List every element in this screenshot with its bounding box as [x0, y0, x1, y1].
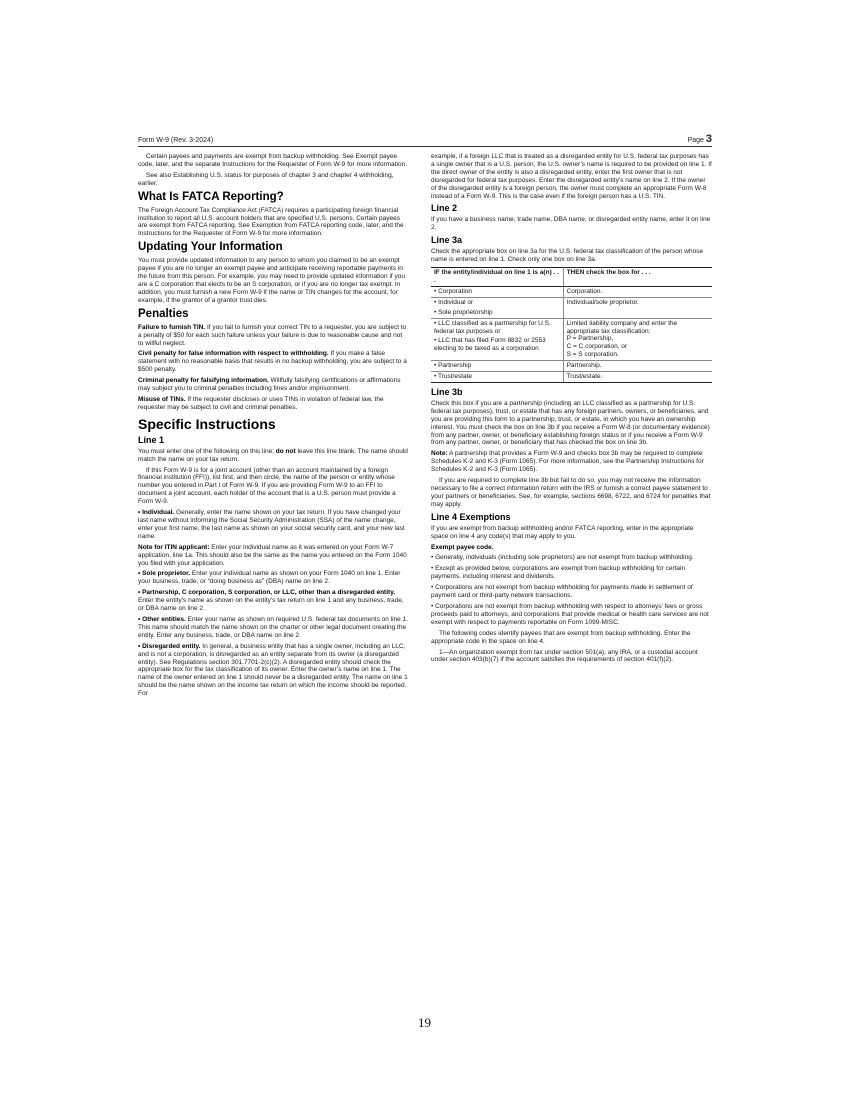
paragraph [138, 377, 408, 393]
page-label: Page [687, 137, 704, 144]
paragraph: If you are exempt from backup withholding and/or FATCA reporting, enter in the appropriate space on line 4 any code(s) that may apply to you. [431, 524, 694, 540]
paragraph: The Foreign Account Tax Compliance Act (FATCA) requires a participating foreign financial institution to report all U.S. account holders that are specified U.S. persons. Certain payees are exempt from FATCA reporting. See Exemption from FATCA reporting code, later, and the Instructions for the Requester of Form W-9 for more information. [138, 206, 404, 238]
paragraph [138, 448, 408, 464]
heading-updating: Updating Your Information [138, 241, 283, 254]
paragraph-text: Enter your individual name as shown on your Form 1040 on line 1. Enter your business, trade, or “doing business as” (DBA) name on line 2. [138, 570, 401, 586]
cell-line: • LLC classified as a partnership for U.S. federal tax purposes or [434, 319, 551, 335]
table-header-row [431, 268, 712, 287]
paragraph-text: Enter your individual name as it was entered on your Form W-7 application, line 1a. This should also be the same as the name you entered on the Form 1040 you filed with your application. [138, 543, 407, 567]
bullet-item: • Generally, individuals (including sole proprietors) are not exempt from backup withholding. [431, 554, 694, 562]
table-row [431, 372, 712, 383]
page-header [138, 133, 712, 147]
paragraph: Certain payees and payments are exempt from backup withholding. See Exempt payee code, later, and the separate Instructions for the Requester of Form W-9 for more information. [138, 153, 408, 168]
bold-lead: Civil penalty for false information with respect to withholding. [138, 350, 329, 358]
paragraph-text: You must enter one of the following on this line; [138, 447, 276, 455]
table-header-cell: THEN check the box for . . . [563, 268, 712, 287]
paragraph [431, 450, 712, 474]
table-cell: Trust/estate. [563, 372, 712, 383]
paragraph: You must provide updated information to any person to whom you claimed to be an exempt payee if you are no longer an exempt payee and anticipate receiving reportable payments in the future from this person. For example, you may need to provide updated information if you are a C corporation that elects to be an S corporation, or if you are no longer tax exempt. In addition, you must furnish a new Form W-9 if the name or TIN changes for the account, for example, if the grantor of a grantor trust dies. [138, 257, 406, 304]
table-cell: Partnership. [563, 361, 712, 372]
bold-emphasis: do not [275, 447, 296, 455]
cell-line: • Individual or [434, 298, 474, 306]
paragraph [138, 350, 408, 374]
paragraph-text: A partnership that provides a Form W-9 and checks box 3b may be required to complete Schedules K-2 and K-3 (Form 1065). For more information, see the Partnership Instructions for Schedules K-2 and K-3 (Form 1065). [431, 450, 704, 474]
bold-lead: Misuse of TINs. [138, 395, 186, 403]
paragraph [138, 589, 408, 613]
heading-specific-instructions: Specific Instructions [138, 415, 276, 432]
paragraph-text: Enter your name as shown on required U.S. federal tax documents on line 1. This name should match the name shown on the charter or other legal document creating the entity. Enter any business, trade, or DBA name on line 2. [138, 615, 409, 639]
bold-lead: • Sole proprietor. [138, 570, 191, 578]
paragraph [138, 509, 408, 541]
paragraph: If you have a business name, trade name, DBA name, or disregarded entity name, enter it on line 2. [431, 216, 711, 232]
paragraph: If this Form W-9 is for a joint account (other than an account maintained by a foreign financial institution (FFI)), list first, and then circle, the name of the person or entity whose number you entered in Part I of Form W-9. If you are providing Form W-9 to an FFI to document a joint account, each holder of the account that is a U.S. person must provide a Form W-9. [138, 466, 396, 506]
bullet-item: • Except as provided below, corporations are exempt from backup withholding for certain payments, including interest and dividends. [431, 565, 686, 581]
cell-line: C = C corporation, or [566, 343, 628, 351]
left-column [138, 153, 408, 701]
bold-lead: • Other entities. [138, 615, 186, 623]
bullet-item: • Corporations are not exempt from backup withholding with respect to attorneys’ fees or gross proceeds paid to attorneys, and corporations that provide medical or health care services are not exempt with respect to payments reportable on Form 1099-MISC. [431, 602, 709, 626]
bold-lead: Note: [431, 450, 448, 458]
table-cell: • Partnership [431, 361, 563, 372]
paragraph: Check this box if you are a partnership (including an LLC classified as a partnership for U.S. federal tax purposes), trust, or estate that has any foreign partners, owners, or beneficiaries, and you are providing this form to a partnership, trust, or estate, in which you have an ownership interest. You must check the box on line 3b if you receive a Form W-8 (or documentary evidence) from any partner, owner, or beneficiary establishing foreign status or if you receive a Form W-9 from any partner, owner, or beneficiary that has checked the box on line 3b. [431, 399, 710, 447]
paragraph-text: Willfully falsifying certifications or affirmations may subject you to criminal penalties including fines and/or imprisonment. [138, 377, 401, 393]
paragraph-text: Generally, enter the name shown on your tax return. If you have changed your last name without informing the Social Security Administration (SSA) of the name change, enter your first name, the last name as shown on your social security card, and your new last name. [138, 509, 405, 540]
bold-lead: • Partnership, C corporation, S corporation, or LLC, other than a disregarded entity. [138, 589, 396, 597]
cell-line: Limited liability company and enter the appropriate tax classification: [566, 319, 678, 335]
bold-lead: • Individual. [138, 509, 175, 517]
bold-lead: Failure to furnish TIN. [138, 323, 206, 331]
cell-line: P = Partnership, [566, 335, 614, 343]
heading-fatca: What Is FATCA Reporting? [138, 190, 284, 203]
heading-line-1: Line 1 [138, 434, 165, 445]
exempt-payee-code-heading: Exempt payee code. [431, 543, 494, 551]
bold-lead: • Disregarded entity. [138, 642, 201, 650]
cell-line: • LLC that has filed Form 8832 or 2553 electing to be taxed as a corporation [434, 337, 546, 353]
bold-lead: Criminal penalty for falsifying information. [138, 377, 269, 385]
right-column [431, 153, 712, 667]
paragraph-text: If you make a false statement with no reasonable basis that results in no backup withholding, you are subject to a $500 penalty. [138, 350, 407, 374]
subheading [431, 544, 712, 552]
bullet-item: • Corporations are not exempt from backup withholding for payments made in settlement of payment card or third-party network transactions. [431, 584, 693, 600]
paragraph-text: If the requester discloses or uses TINs in violation of federal law, the requester may be subject to civil and criminal penalties. [138, 395, 384, 411]
table-cell: • Corporation [431, 286, 563, 297]
paragraph: 1—An organization exempt from tax under section 501(a), any IRA, or a custodial account under section 403(b)(7) if the account satisfies the requirements of section 401(f)(2). [431, 648, 698, 664]
table-row [431, 286, 712, 297]
bold-lead: Note for ITIN applicant: [138, 543, 210, 551]
paragraph: example, if a foreign LLC that is treated as a disregarded entity for U.S. federal tax purposes has a single owner that is a U.S. person, the U.S. owner’s name is required to be provided on line 1. If the direct owner of the entity is also a disregarded entity, enter the first owner that is not disregarded for federal tax purposes. Enter the disregarded entity’s name on line 2. If the owner of the disregarded entity is a foreign person, the owner must complete an appropriate Form W-8 instead of a Form W-9. This is the case even if the foreign person has a U.S. TIN. [431, 153, 712, 200]
header-rule [138, 146, 712, 147]
paragraph: The following codes identify payees that are exempt from backup withholding. Enter the appropriate code in the space on line 4. [431, 629, 691, 645]
page-number: 19 [418, 1015, 431, 1030]
table-cell: • Trust/estate [431, 372, 563, 383]
paragraph: If you are required to complete line 3b but fail to do so, you may not receive the information necessary to file a correct information return with the IRS or furnish a correct payee statement to your partners or beneficiaries. See, for example, sections 6698, 6722, and 6724 for penalties that may apply. [431, 477, 711, 508]
table-cell: Individual/sole proprietor. [563, 297, 712, 318]
cell-line: S = S corporation. [566, 351, 619, 359]
table-row [431, 318, 712, 361]
heading-line-3a: Line 3a [431, 235, 463, 246]
table-cell [431, 297, 563, 318]
table-cell [563, 318, 712, 361]
table-cell [431, 318, 563, 361]
paragraph [138, 324, 408, 348]
heading-line-3b: Line 3b [431, 386, 463, 397]
form-id: Form W-9 (Rev. 3-2024) [138, 137, 214, 144]
paragraph-text: If you fail to furnish your correct TIN to a requester, you are subject to a penalty of $50 for each such failure unless your failure is due to reasonable cause and not to willful neglect. [138, 323, 407, 347]
paragraph [138, 643, 408, 698]
paragraph [138, 616, 408, 640]
paragraph-text: In general, a business entity that has a single owner, including an LLC, and is not a corporation, is disregarded as an entity separate from its owner (a disregarded entity). See Regulations section 301.7701-2(c)(2). A disregarded entity should check the appropriate box for the tax classification of its owner. Enter the owner’s name on line 1. The name of the owner entered on line 1 should never be a disregarded entity. The name on line 1 should be the name shown on the income tax return on which the income should be reported. For [138, 642, 408, 698]
table-cell: Corporation. [563, 286, 712, 297]
heading-penalties: Penalties [138, 307, 189, 320]
page-indicator [688, 133, 712, 145]
page-indicator-number: 3 [705, 133, 712, 145]
table-header-cell: IF the entity/individual on line 1 is a(n) . . . [431, 268, 563, 287]
paragraph: See also Establishing U.S. status for purposes of chapter 3 and chapter 4 withholding, earlier. [138, 171, 394, 187]
paragraph: Check the appropriate box on line 3a for the U.S. federal tax classification of the person whose name is entered on line 1. Check only one box on line 3a. [431, 248, 704, 264]
paragraph-text: leave this line blank. The name should match the name on your tax return. [138, 447, 408, 463]
heading-line-2: Line 2 [431, 203, 458, 214]
table-row [431, 361, 712, 372]
paragraph-text: Enter the entity’s name as shown on the entity’s tax return on line 1 and any business, trade, or DBA name on line 2. [138, 597, 404, 613]
paragraph [138, 570, 408, 586]
table-row [431, 297, 712, 318]
classification-table [431, 267, 712, 383]
heading-line-4: Line 4 Exemptions [431, 511, 511, 522]
paragraph [138, 396, 408, 412]
cell-line: • Sole proprietorship [434, 308, 493, 316]
paragraph [138, 544, 408, 568]
